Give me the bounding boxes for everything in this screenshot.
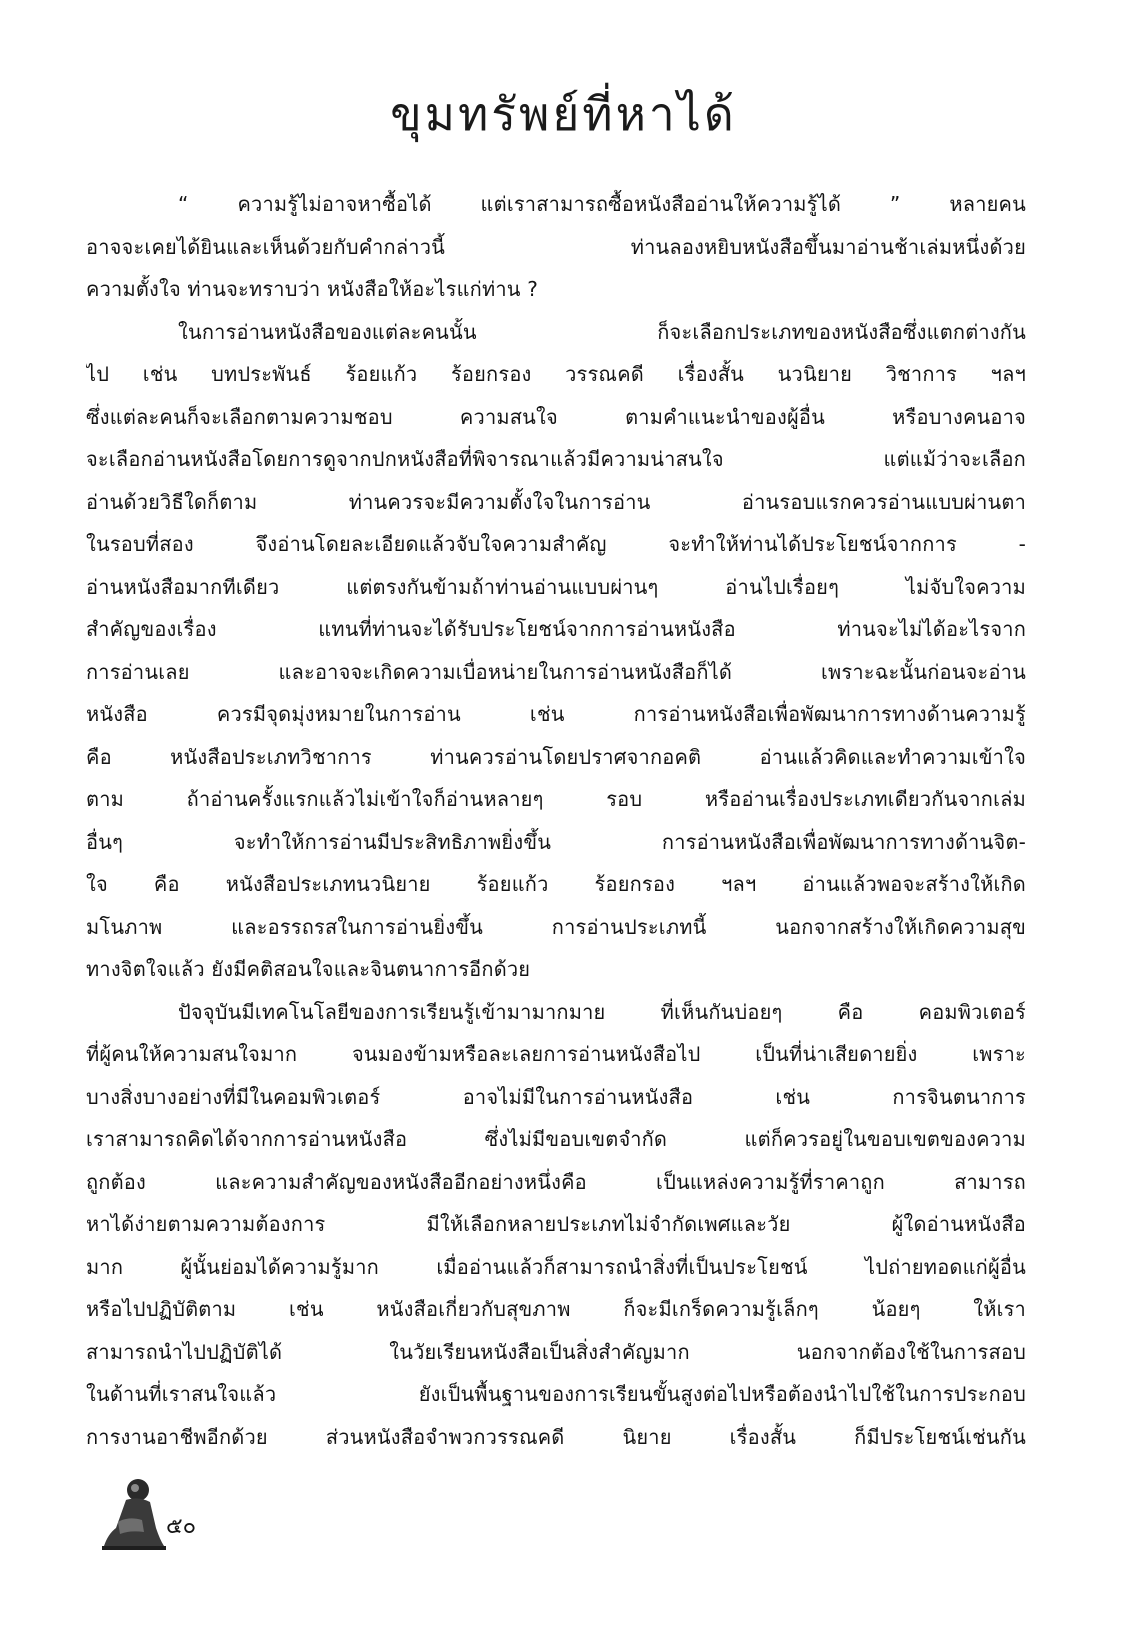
text-line: ความตั้งใจ ท่านจะทราบว่า หนังสือให้อะไรแก่ท่าน ? <box>86 277 539 301</box>
text-line: ตาม ถ้าอ่านครั้งแรกแล้วไม่เข้าใจก็อ่านหลายๆ รอบ หรืออ่านเรื่องประเภทเดียวกันจากเล่ม <box>86 787 1026 811</box>
text-line: หรือไปปฏิบัติตาม เช่น หนังสือเกี่ยวกับสุขภาพ ก็จะมีเกร็ดความรู้เล็กๆ น้อยๆ ให้เรา <box>86 1297 1026 1321</box>
text-line: มโนภาพ และอรรถรสในการอ่านยิ่งขึ้น การอ่านประเภทนี้ นอกจากสร้างให้เกิดความสุข <box>86 914 1026 939</box>
text-line: ที่ผู้คนให้ความสนใจมาก จนมองข้ามหรือละเลยการอ่านหนังสือไป เป็นที่น่าเสียดายยิ่ง เพราะ <box>86 1042 1026 1066</box>
text-line: จะเลือกอ่านหนังสือโดยการดูจากปกหนังสือที่พิจารณาแล้วมีความน่าสนใจ แต่แม้ว่าจะเลือก <box>86 447 1026 471</box>
text-line: บางสิ่งบางอย่างที่มีในคอมพิวเตอร์ อาจไม่มีในการอ่านหนังสือ เช่น การจินตนาการ <box>86 1084 1026 1109</box>
text-line: มาก ผู้นั้นย่อมได้ความรู้มาก เมื่ออ่านแล้วก็สามารถนำสิ่งที่เป็นประโยชน์ ไปถ่ายทอดแก่ผู้อื่น <box>86 1254 1026 1279</box>
seated-figure-icon <box>98 1470 168 1550</box>
body-text <box>86 183 1026 1458</box>
text-line: อื่นๆ จะทำให้การอ่านมีประสิทธิภาพยิ่งขึ้น การอ่านหนังสือเพื่อพัฒนาการทางด้านจิต- <box>86 829 1026 854</box>
text-line: หนังสือ ควรมีจุดมุ่งหมายในการอ่าน เช่น การอ่านหนังสือเพื่อพัฒนาการทางด้านความรู้ <box>86 702 1026 726</box>
text-line: ปัจจุบันมีเทคโนโลยีของการเรียนรู้เข้ามามากมาย ที่เห็นกันบ่อยๆ คือ คอมพิวเตอร์ <box>178 999 1026 1024</box>
text-line: สามารถนำไปปฏิบัติได้ ในวัยเรียนหนังสือเป็นสิ่งสำคัญมาก นอกจากต้องใช้ในการสอบ <box>86 1339 1026 1364</box>
text-line: หาได้ง่ายตามความต้องการ มีให้เลือกหลายประเภทไม่จำกัดเพศและวัย ผู้ใดอ่านหนังสือ <box>86 1212 1026 1236</box>
text-line: ถูกต้อง และความสำคัญของหนังสืออีกอย่างหนึ่งคือ เป็นแหล่งความรู้ที่ราคาถูก สามารถ <box>86 1169 1026 1194</box>
text-line: “ ความรู้ไม่อาจหาซื้อได้ แต่เราสามารถซื้อหนังสืออ่านให้ความรู้ได้ ” หลายคน <box>178 192 1026 216</box>
text-line: อ่านด้วยวิธีใดก็ตาม ท่านควรจะมีความตั้งใจในการอ่าน อ่านรอบแรกควรอ่านแบบผ่านตา <box>86 489 1026 514</box>
page-title: ขุมทรัพย์ที่หาได้ <box>390 87 737 141</box>
text-line: การอ่านเลย และอาจจะเกิดความเบื่อหน่ายในการอ่านหนังสือก็ได้ เพราะฉะนั้นก่อนจะอ่าน <box>86 659 1026 684</box>
text-line: ไป เช่น บทประพันธ์ ร้อยแก้ว ร้อยกรอง วรรณคดี เรื่องสั้น นวนิยาย วิชาการ ฯลฯ <box>86 362 1026 386</box>
page-number: ๕๐ <box>166 1514 197 1539</box>
text-line: คือ หนังสือประเภทวิชาการ ท่านควรอ่านโดยปราศจากอคติ อ่านแล้วคิดและทำความเข้าใจ <box>86 744 1026 769</box>
text-line: ทางจิตใจแล้ว ยังมีคติสอนใจและจินตนาการอีกด้วย <box>86 957 531 981</box>
text-line: เราสามารถคิดได้จากการอ่านหนังสือ ซึ่งไม่มีขอบเขตจำกัด แต่ก็ควรอยู่ในขอบเขตของความ <box>86 1127 1026 1151</box>
text-line: ในรอบที่สอง จึงอ่านโดยละเอียดแล้วจับใจความสำคัญ จะทำให้ท่านได้ประโยชน์จากการ - <box>86 532 1026 556</box>
text-line: ใจ คือ หนังสือประเภทนวนิยาย ร้อยแก้ว ร้อยกรอง ฯลฯ อ่านแล้วพอจะสร้างให้เกิด <box>86 872 1026 896</box>
text-line: ในการอ่านหนังสือของแต่ละคนนั้น ก็จะเลือกประเภทของหนังสือซึ่งแตกต่างกัน <box>178 319 1026 344</box>
page-footer <box>98 1470 298 1560</box>
text-line: การงานอาชีพอีกด้วย ส่วนหนังสือจำพวกวรรณคดี นิยาย เรื่องสั้น ก็มีประโยชน์เช่นกัน <box>86 1424 1026 1449</box>
text-line: อาจจะเคยได้ยินและเห็นด้วยกับคำกล่าวนี้ ท่านลองหยิบหนังสือขึ้นมาอ่านช้าเล่มหนึ่งด้วย <box>86 234 1026 259</box>
text-line: สำคัญของเรื่อง แทนที่ท่านจะได้รับประโยชน์จากการอ่านหนังสือ ท่านจะไม่ได้อะไรจาก <box>86 617 1026 641</box>
text-line: ในด้านที่เราสนใจแล้ว ยังเป็นพื้นฐานของการเรียนขั้นสูงต่อไปหรือต้องนำไปใช้ในการประกอบ <box>86 1382 1026 1406</box>
text-line: อ่านหนังสือมากทีเดียว แต่ตรงกันข้ามถ้าท่านอ่านแบบผ่านๆ อ่านไปเรื่อยๆ ไม่จับใจความ <box>86 574 1026 599</box>
text-line: ซึ่งแต่ละคนก็จะเลือกตามความชอบ ความสนใจ ตามคำแนะนำของผู้อื่น หรือบางคนอาจ <box>86 404 1026 429</box>
